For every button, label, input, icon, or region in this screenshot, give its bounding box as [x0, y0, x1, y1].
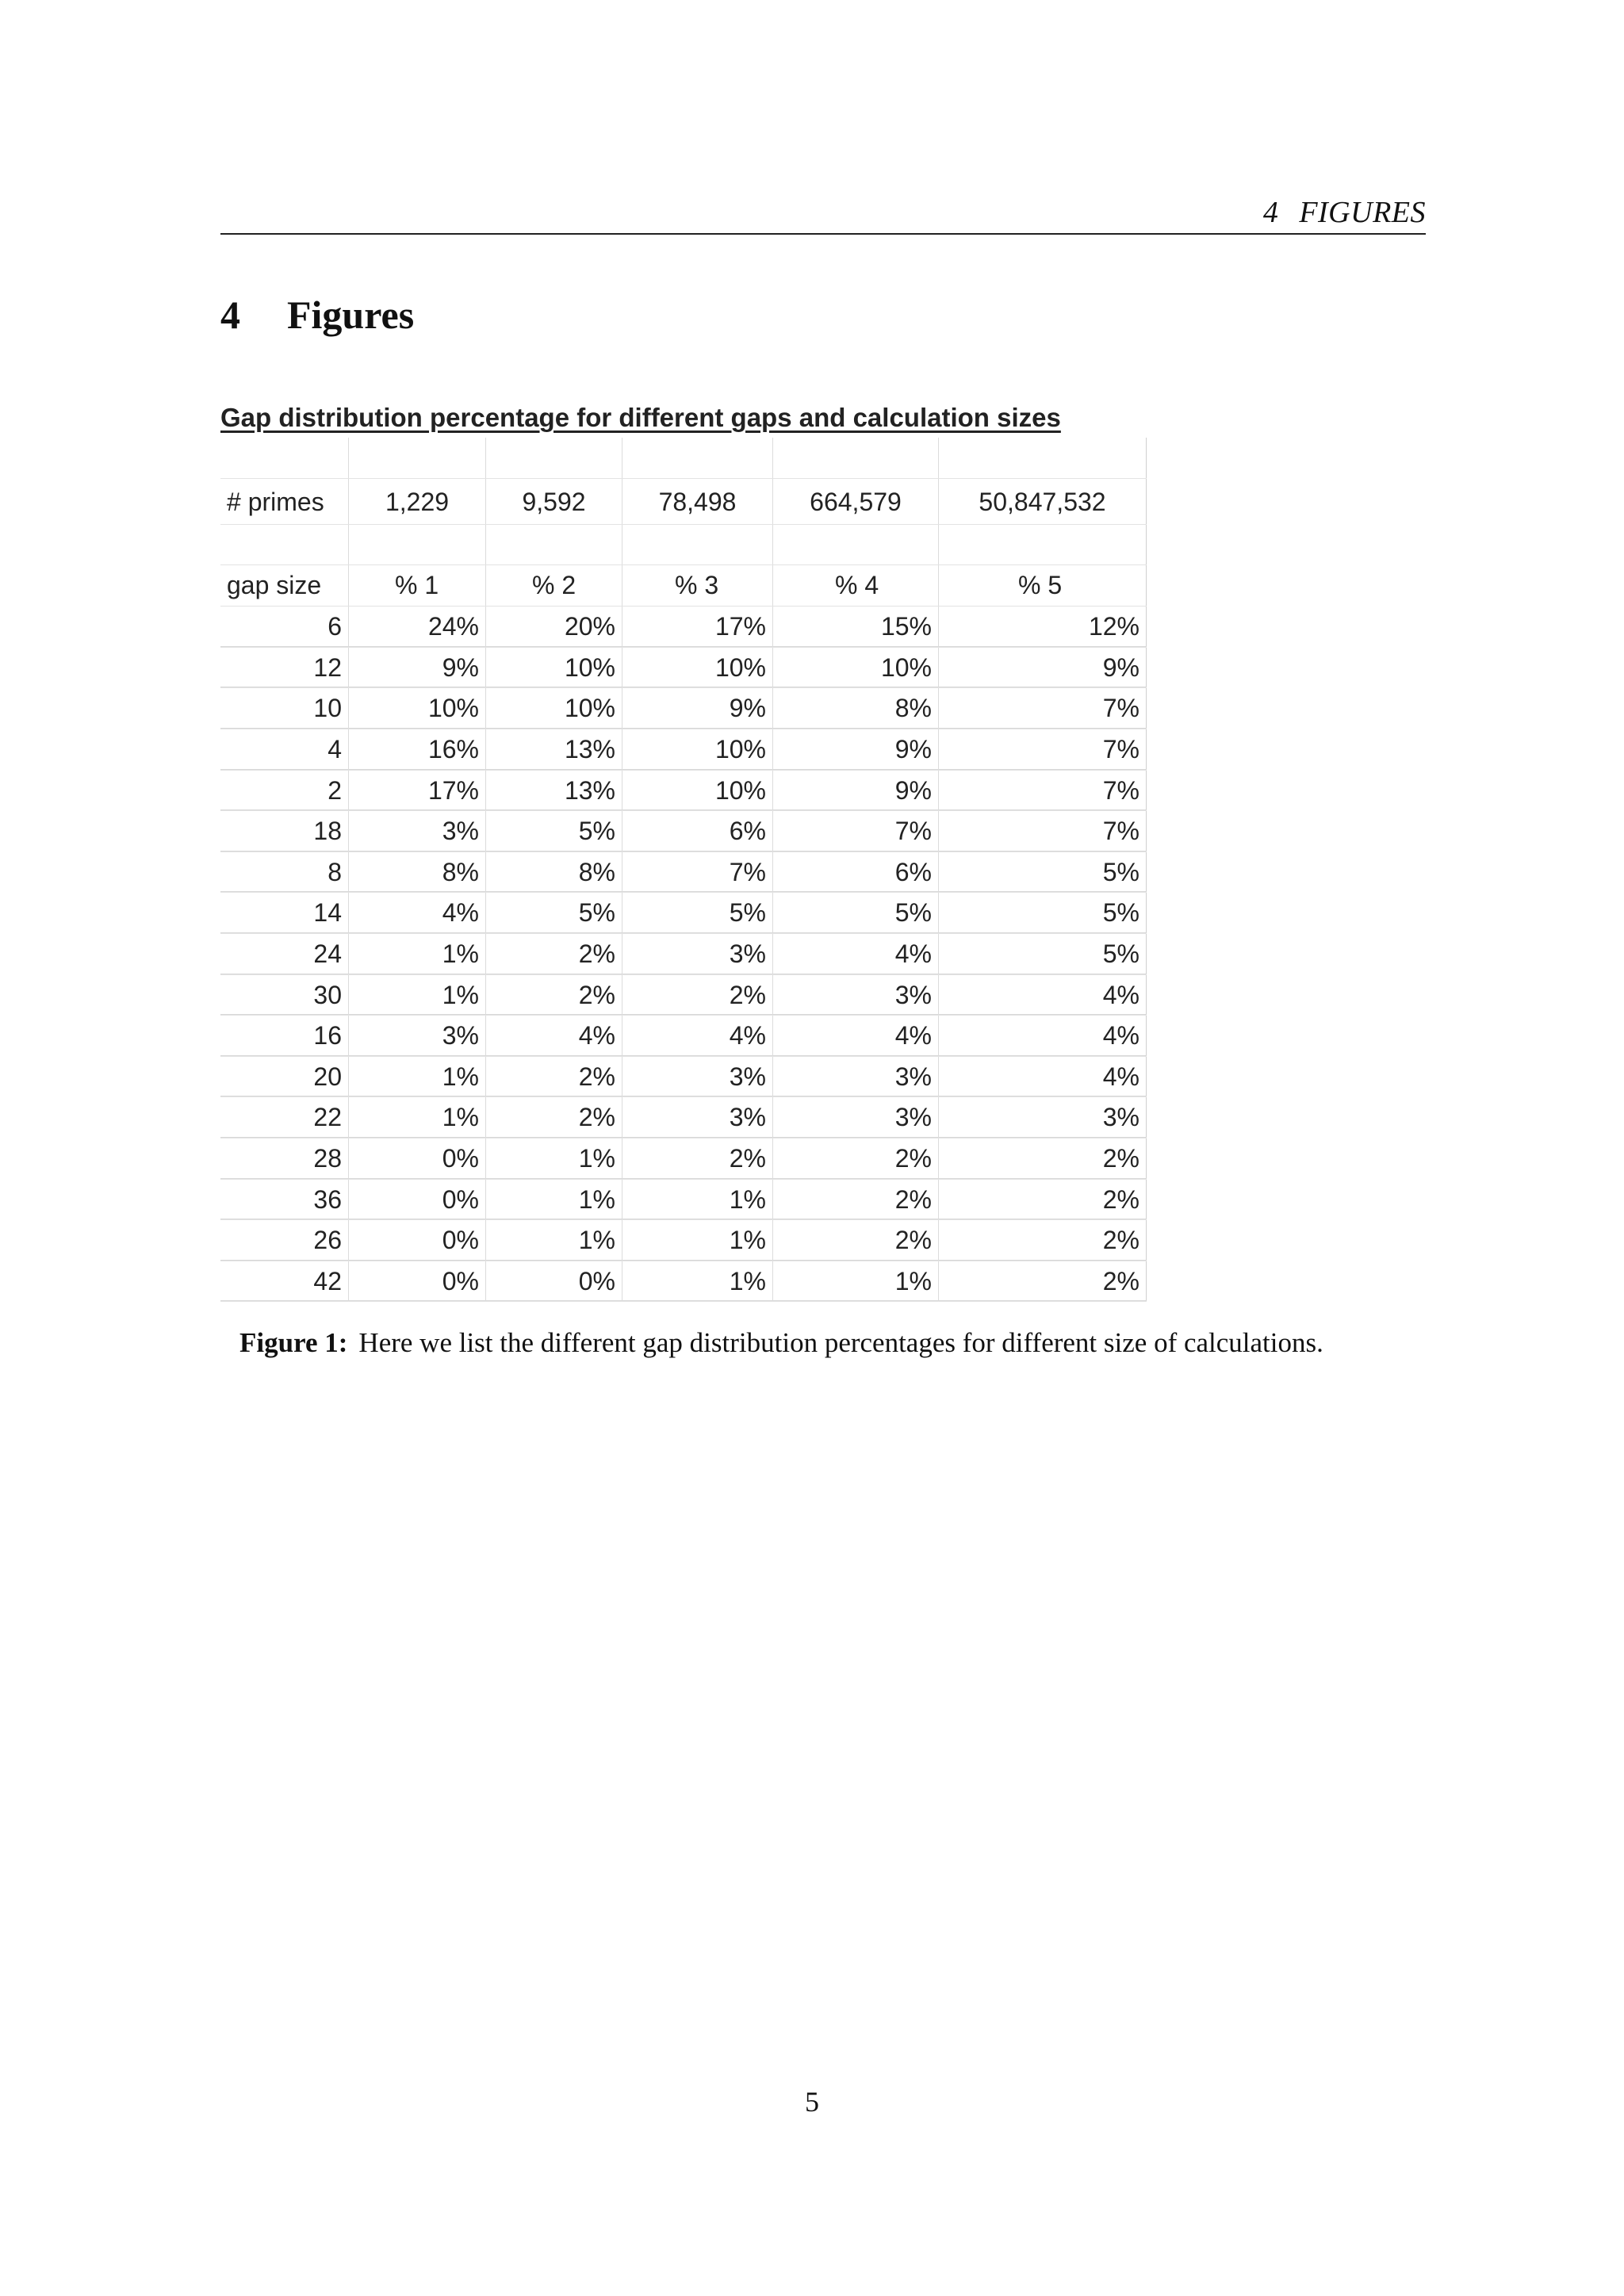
primes-row — [220, 479, 1147, 525]
gap-size-header: gap size — [220, 565, 349, 606]
spacer-cell — [939, 525, 1147, 565]
percentage-cell: 5% — [486, 893, 622, 933]
percentage-cell: 2% — [939, 1220, 1147, 1261]
spacer-cell — [622, 525, 773, 565]
percentage-cell: 1% — [349, 1097, 486, 1138]
percentage-cell: 1% — [486, 1180, 622, 1220]
percentage-cell: 2% — [939, 1180, 1147, 1220]
percentage-cell: 10% — [486, 688, 622, 729]
percentage-cell: 9% — [773, 771, 939, 811]
percentage-cell: 3% — [773, 1057, 939, 1097]
percentage-cell: 5% — [939, 934, 1147, 974]
percentage-cell: 3% — [773, 975, 939, 1016]
percentage-cell: 1% — [773, 1261, 939, 1302]
percentage-cell: 1% — [486, 1220, 622, 1261]
running-head — [220, 187, 1426, 235]
percentage-cell: 7% — [622, 852, 773, 893]
figure-caption-label: Figure 1: — [239, 1327, 348, 1358]
spacer-cell — [349, 438, 486, 478]
percentage-cell: 3% — [939, 1097, 1147, 1138]
table-row — [220, 1220, 1147, 1261]
gap-size-cell: 28 — [220, 1138, 349, 1179]
percentage-cell: 0% — [349, 1180, 486, 1220]
gap-size-cell: 18 — [220, 811, 349, 851]
percentage-cell: 10% — [622, 648, 773, 688]
percentage-cell: 4% — [622, 1016, 773, 1056]
percentage-cell: 1% — [622, 1220, 773, 1261]
spacer-cell — [220, 525, 349, 565]
percentage-cell: 9% — [773, 729, 939, 770]
gap-size-cell: 2 — [220, 771, 349, 811]
spacer-cell — [486, 525, 622, 565]
percentage-cell: 2% — [773, 1180, 939, 1220]
column-header: % 3 — [622, 565, 773, 606]
percentage-cell: 5% — [939, 852, 1147, 893]
percentage-cell: 3% — [349, 1016, 486, 1056]
percentage-cell: 4% — [349, 893, 486, 933]
gap-size-cell: 16 — [220, 1016, 349, 1056]
percentage-cell: 10% — [486, 648, 622, 688]
table-row — [220, 1016, 1147, 1057]
gap-size-cell: 36 — [220, 1180, 349, 1220]
data-rows — [220, 607, 1147, 1302]
table-row — [220, 688, 1147, 729]
percentage-cell: 20% — [486, 607, 622, 647]
gap-size-cell: 12 — [220, 648, 349, 688]
percentage-cell: 2% — [622, 1138, 773, 1179]
percentage-cell: 4% — [939, 1057, 1147, 1097]
percentage-cell: 6% — [622, 811, 773, 851]
table-row — [220, 975, 1147, 1016]
figure-table-title-text: Gap distribution percentage for different gaps and calculation sizes — [220, 403, 1061, 432]
percentage-cell: 2% — [773, 1220, 939, 1261]
table-row — [220, 934, 1147, 975]
percentage-cell: 15% — [773, 607, 939, 647]
section-title: Figures — [287, 293, 415, 337]
primes-count: 9,592 — [486, 479, 622, 524]
gap-size-cell: 26 — [220, 1220, 349, 1261]
table-row — [220, 1261, 1147, 1303]
percentage-cell: 1% — [486, 1138, 622, 1179]
percentage-cell: 1% — [622, 1261, 773, 1302]
percentage-cell: 2% — [622, 975, 773, 1016]
percentage-cell: 2% — [486, 1097, 622, 1138]
table-row — [220, 1097, 1147, 1138]
table-row — [220, 729, 1147, 771]
percentage-cell: 5% — [773, 893, 939, 933]
percentage-cell: 5% — [939, 893, 1147, 933]
percentage-cell: 1% — [349, 934, 486, 974]
gap-size-cell: 30 — [220, 975, 349, 1016]
percentage-cell: 3% — [622, 1097, 773, 1138]
percentage-cell: 10% — [349, 688, 486, 729]
percentage-cell: 8% — [773, 688, 939, 729]
percentage-cell: 3% — [773, 1097, 939, 1138]
spacer-row — [220, 525, 1147, 566]
figure-table — [220, 398, 1147, 1302]
column-header: % 5 — [939, 565, 1147, 606]
table-row — [220, 852, 1147, 894]
spacer-cell — [773, 525, 939, 565]
percentage-cell: 1% — [349, 1057, 486, 1097]
percentage-cell: 16% — [349, 729, 486, 770]
spacer-cell — [622, 438, 773, 478]
section-heading — [220, 292, 414, 338]
gap-size-cell: 42 — [220, 1261, 349, 1302]
table-row — [220, 1180, 1147, 1221]
percentage-cell: 0% — [349, 1261, 486, 1302]
primes-count: 78,498 — [622, 479, 773, 524]
gap-size-cell: 24 — [220, 934, 349, 974]
percentage-cell: 0% — [349, 1220, 486, 1261]
figure-caption-text: Here we list the different gap distribution percentages for different size of calculations. — [358, 1327, 1323, 1358]
percentage-cell: 7% — [939, 688, 1147, 729]
gap-size-cell: 14 — [220, 893, 349, 933]
section-number: 4 — [220, 293, 240, 337]
percentage-cell: 10% — [622, 729, 773, 770]
percentage-cell: 7% — [939, 729, 1147, 770]
spacer-cell — [220, 438, 349, 478]
percentage-cell: 8% — [486, 852, 622, 893]
percentage-cell: 2% — [939, 1138, 1147, 1179]
percentage-cell: 7% — [939, 811, 1147, 851]
gap-size-cell: 22 — [220, 1097, 349, 1138]
running-head-section-title: FIGURES — [1299, 196, 1426, 229]
spacer-cell — [773, 438, 939, 478]
figure-caption — [239, 1326, 1429, 1360]
percentage-cell: 9% — [939, 648, 1147, 688]
percentage-cell: 13% — [486, 729, 622, 770]
percentage-cell: 24% — [349, 607, 486, 647]
figure-table-title — [220, 398, 1147, 438]
table-row — [220, 893, 1147, 934]
percentage-cell: 1% — [622, 1180, 773, 1220]
percentage-cell: 9% — [349, 648, 486, 688]
gap-size-cell: 20 — [220, 1057, 349, 1097]
percentage-cell: 3% — [622, 1057, 773, 1097]
percentage-cell: 4% — [486, 1016, 622, 1056]
percentage-cell: 4% — [939, 975, 1147, 1016]
percentage-cell: 0% — [349, 1138, 486, 1179]
table-grid — [220, 438, 1147, 1302]
gap-size-cell: 6 — [220, 607, 349, 647]
percentage-cell: 8% — [349, 852, 486, 893]
percentage-cell: 2% — [486, 934, 622, 974]
running-head-text — [1263, 195, 1426, 230]
percentage-cell: 4% — [773, 934, 939, 974]
percentage-cell: 2% — [773, 1138, 939, 1179]
table-row — [220, 771, 1147, 812]
primes-count: 50,847,532 — [939, 479, 1147, 524]
gap-size-cell: 8 — [220, 852, 349, 893]
table-row — [220, 811, 1147, 852]
percentage-cell: 17% — [622, 607, 773, 647]
column-header: % 4 — [773, 565, 939, 606]
spacer-row — [220, 438, 1147, 479]
gap-size-cell: 10 — [220, 688, 349, 729]
percentage-cell: 7% — [773, 811, 939, 851]
percentage-cell: 2% — [486, 975, 622, 1016]
percentage-cell: 10% — [622, 771, 773, 811]
percentage-cell: 9% — [622, 688, 773, 729]
percentage-cell: 13% — [486, 771, 622, 811]
table-row — [220, 648, 1147, 689]
gap-size-cell: 4 — [220, 729, 349, 770]
percentage-cell: 5% — [486, 811, 622, 851]
percentage-cell: 5% — [622, 893, 773, 933]
percentage-cell: 12% — [939, 607, 1147, 647]
table-row — [220, 1057, 1147, 1098]
percentage-cell: 2% — [939, 1261, 1147, 1302]
column-header-row — [220, 565, 1147, 607]
percentage-cell: 3% — [349, 811, 486, 851]
running-head-section-number: 4 — [1262, 196, 1279, 229]
column-header: % 1 — [349, 565, 486, 606]
primes-label: # primes — [220, 479, 349, 524]
spacer-cell — [939, 438, 1147, 478]
percentage-cell: 1% — [349, 975, 486, 1016]
percentage-cell: 2% — [486, 1057, 622, 1097]
percentage-cell: 4% — [939, 1016, 1147, 1056]
percentage-cell: 7% — [939, 771, 1147, 811]
percentage-cell: 6% — [773, 852, 939, 893]
spacer-cell — [349, 525, 486, 565]
percentage-cell: 17% — [349, 771, 486, 811]
percentage-cell: 0% — [486, 1261, 622, 1302]
spacer-cell — [486, 438, 622, 478]
page-number: 5 — [805, 2086, 819, 2118]
column-header: % 2 — [486, 565, 622, 606]
percentage-cell: 4% — [773, 1016, 939, 1056]
table-row — [220, 607, 1147, 648]
percentage-cell: 10% — [773, 648, 939, 688]
percentage-cell: 3% — [622, 934, 773, 974]
table-row — [220, 1138, 1147, 1180]
primes-count: 1,229 — [349, 479, 486, 524]
primes-count: 664,579 — [773, 479, 939, 524]
